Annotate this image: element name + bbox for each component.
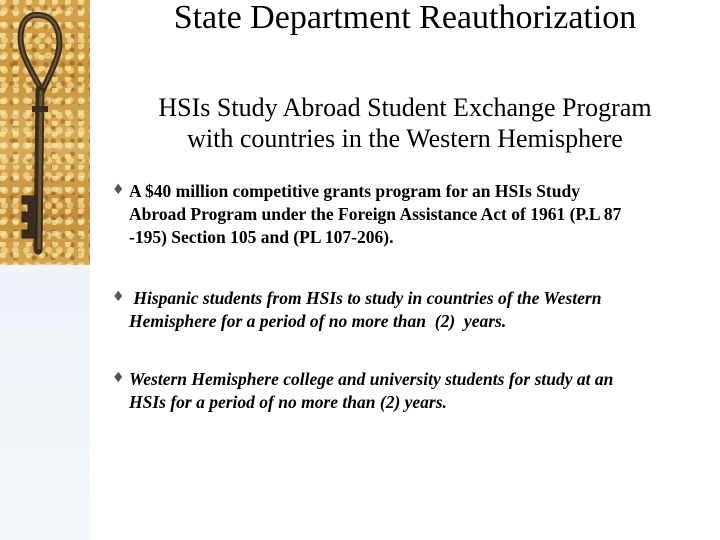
bullet-line: -195) Section 105 and (PL 107-206). <box>129 227 394 247</box>
bullet-line: Hispanic students from HSIs to study in countries of the Western <box>129 288 602 308</box>
diamond-bullet-icon: ♦ <box>112 182 125 198</box>
bullet-text <box>129 180 714 249</box>
subtitle-line: HSIs Study Abroad Student Exchange Program <box>158 93 652 122</box>
bullet-line: Western Hemisphere college and university students for study at an <box>129 369 614 389</box>
side-decoration <box>0 0 90 540</box>
subtitle-line: with countries in the Western Hemisphere <box>187 124 623 153</box>
pale-strip <box>0 265 90 540</box>
bullet-line: Abroad Program under the Foreign Assistance Act of 1961 (P.L 87 <box>129 204 622 224</box>
bullet-line: A $40 million competitive grants program for an HSIs Study <box>129 181 580 201</box>
diamond-bullet-icon: ♦ <box>112 289 125 305</box>
diamond-bullet-icon: ♦ <box>112 370 125 386</box>
bullet-text <box>129 287 714 333</box>
slide-subtitle <box>90 92 720 154</box>
slide-title: State Department Reauthorization <box>173 0 637 36</box>
bullet-text <box>129 368 714 414</box>
skeleton-key-icon <box>0 0 90 265</box>
bullet-line: Hemisphere for a period of no more than (2) years. <box>129 311 507 331</box>
bullet-line: HSIs for a period of no more than (2) years. <box>129 392 447 412</box>
